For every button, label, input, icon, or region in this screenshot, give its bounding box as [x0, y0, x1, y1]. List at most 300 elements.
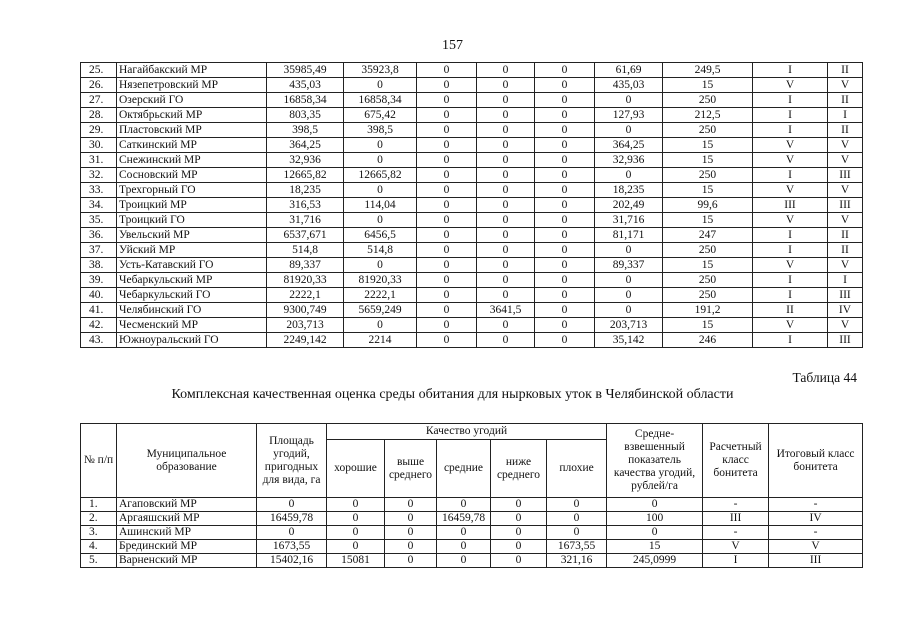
municipality-name: Нязепетровский МР	[117, 78, 267, 93]
table-cell: 0	[344, 318, 417, 333]
table-cell: 246	[663, 333, 753, 348]
table-cell: I	[753, 168, 828, 183]
municipality-name: Варненский МР	[117, 554, 257, 568]
header-num: № п/п	[81, 424, 117, 498]
table-cell: V	[828, 213, 863, 228]
table-row	[81, 526, 863, 540]
table-cell: 0	[535, 303, 595, 318]
row-number: 40.	[81, 288, 117, 303]
table-cell: 35923,8	[344, 63, 417, 78]
table-cell: 247	[663, 228, 753, 243]
table-cell: 0	[477, 213, 535, 228]
table-cell: 0	[477, 78, 535, 93]
row-number: 36.	[81, 228, 117, 243]
row-number: 5.	[81, 554, 117, 568]
table-cell: 0	[344, 258, 417, 273]
row-number: 26.	[81, 78, 117, 93]
table-cell: 0	[437, 526, 491, 540]
table-cell: 0	[535, 333, 595, 348]
table-cell: 0	[491, 512, 547, 526]
table-cell: 675,42	[344, 108, 417, 123]
table-row	[81, 213, 863, 228]
table-cell: 6456,5	[344, 228, 417, 243]
table-cell: V	[753, 153, 828, 168]
table-cell: V	[753, 213, 828, 228]
table-cell: 0	[417, 228, 477, 243]
table-cell: 435,03	[267, 78, 344, 93]
table-cell: 0	[477, 138, 535, 153]
table-cell: 0	[417, 78, 477, 93]
table-cell: 0	[607, 526, 703, 540]
table-cell: 250	[663, 243, 753, 258]
header-final-class: Итоговый класс бонитета	[769, 424, 863, 498]
table-cell: 0	[607, 498, 703, 512]
header-good: хорошие	[327, 440, 385, 498]
row-number: 39.	[81, 273, 117, 288]
table-cell: 0	[477, 123, 535, 138]
header-area: Площадь угодий, пригодных для вида, га	[257, 424, 327, 498]
table-cell: 15081	[327, 554, 385, 568]
table-cell: 15	[663, 78, 753, 93]
row-number: 42.	[81, 318, 117, 333]
table-row	[81, 198, 863, 213]
table-cell: 0	[417, 243, 477, 258]
municipality-name: Агаповский МР	[117, 498, 257, 512]
municipality-name: Саткинский МР	[117, 138, 267, 153]
table-cell: 31,716	[267, 213, 344, 228]
table-cell: I	[753, 273, 828, 288]
table-cell: 364,25	[267, 138, 344, 153]
table-row	[81, 288, 863, 303]
table-cell: 0	[344, 78, 417, 93]
table-cell: 0	[535, 243, 595, 258]
table-cell: 249,5	[663, 63, 753, 78]
table-cell: 203,713	[267, 318, 344, 333]
table-cell: 245,0999	[607, 554, 703, 568]
table-cell: II	[828, 123, 863, 138]
table-44	[80, 423, 863, 568]
table-cell: I	[753, 123, 828, 138]
table-cell: 15	[607, 540, 703, 554]
header-municipality: Муниципальное образование	[117, 424, 257, 498]
table-cell: I	[753, 63, 828, 78]
table-title: Комплексная качественная оценка среды обитания для нырковых уток в Челябинской области	[171, 387, 734, 402]
table-cell: 0	[417, 168, 477, 183]
table-cell: III	[769, 554, 863, 568]
table-cell: 398,5	[344, 123, 417, 138]
table-cell: 16459,78	[437, 512, 491, 526]
table-cell: 0	[535, 288, 595, 303]
table-cell: III	[703, 512, 769, 526]
table-cell: 0	[547, 512, 607, 526]
table-cell: 15402,16	[257, 554, 327, 568]
table-cell: 0	[437, 498, 491, 512]
table-cell: 12665,82	[344, 168, 417, 183]
row-number: 32.	[81, 168, 117, 183]
table-cell: I	[828, 273, 863, 288]
row-number: 29.	[81, 123, 117, 138]
table-cell: 0	[417, 333, 477, 348]
table-row	[81, 258, 863, 273]
table-cell: 0	[344, 183, 417, 198]
table-cell: -	[769, 526, 863, 540]
table-cell: I	[703, 554, 769, 568]
table-cell: 0	[437, 554, 491, 568]
table-cell: 0	[385, 526, 437, 540]
table-cell: 514,8	[344, 243, 417, 258]
table-cell: 0	[535, 63, 595, 78]
table-cell: 364,25	[595, 138, 663, 153]
table-cell: II	[828, 63, 863, 78]
table-cell: 35985,49	[267, 63, 344, 78]
table-cell: 100	[607, 512, 703, 526]
table-cell: V	[828, 138, 863, 153]
table-cell: III	[828, 288, 863, 303]
municipality-name: Октябрьский МР	[117, 108, 267, 123]
table-row	[81, 228, 863, 243]
table-cell: 0	[477, 183, 535, 198]
table-cell: 89,337	[267, 258, 344, 273]
table-cell: -	[769, 498, 863, 512]
table-cell: 514,8	[267, 243, 344, 258]
table-cell: V	[753, 78, 828, 93]
table-cell: 0	[417, 63, 477, 78]
table-cell: 18,235	[595, 183, 663, 198]
table-cell: V	[753, 318, 828, 333]
table-row	[81, 554, 863, 568]
table-cell: 61,69	[595, 63, 663, 78]
table-cell: 0	[595, 93, 663, 108]
table-cell: II	[828, 243, 863, 258]
table-cell: 0	[491, 526, 547, 540]
municipality-name: Брединский МР	[117, 540, 257, 554]
table-cell: III	[828, 198, 863, 213]
table-cell: 0	[417, 318, 477, 333]
table-row	[81, 512, 863, 526]
table-cell: 0	[344, 153, 417, 168]
table-cell: 0	[535, 153, 595, 168]
table-cell: 9300,749	[267, 303, 344, 318]
table-cell: 12665,82	[267, 168, 344, 183]
municipality-name: Чебаркульский МР	[117, 273, 267, 288]
table-cell: 81920,33	[344, 273, 417, 288]
table-cell: 0	[535, 183, 595, 198]
table-cell: 0	[327, 526, 385, 540]
row-number: 30.	[81, 138, 117, 153]
table-cell: I	[828, 108, 863, 123]
header-poor: плохие	[547, 440, 607, 498]
row-number: 3.	[81, 526, 117, 540]
table-cell: 0	[385, 540, 437, 554]
table-cell: I	[753, 288, 828, 303]
table-row	[81, 183, 863, 198]
municipality-name: Троицкий МР	[117, 198, 267, 213]
municipality-name: Аргаяшский МР	[117, 512, 257, 526]
table-row	[81, 318, 863, 333]
table-row	[81, 138, 863, 153]
header-average: средние	[437, 440, 491, 498]
table-cell: V	[753, 183, 828, 198]
table-cell: 0	[327, 512, 385, 526]
table-cell: 15	[663, 153, 753, 168]
municipality-name: Сосновский МР	[117, 168, 267, 183]
table-cell: IV	[769, 512, 863, 526]
table-cell: 15	[663, 183, 753, 198]
table-cell: 2222,1	[344, 288, 417, 303]
table-cell: 114,04	[344, 198, 417, 213]
header-below-average: ниже среднего	[491, 440, 547, 498]
table-cell: 250	[663, 123, 753, 138]
table-cell: 0	[477, 93, 535, 108]
table-cell: 0	[477, 243, 535, 258]
table-cell: 6537,671	[267, 228, 344, 243]
row-number: 34.	[81, 198, 117, 213]
table-cell: 0	[417, 198, 477, 213]
table-cell: 435,03	[595, 78, 663, 93]
row-number: 25.	[81, 63, 117, 78]
table-cell: 250	[663, 273, 753, 288]
table-cell: IV	[828, 303, 863, 318]
table-row	[81, 273, 863, 288]
table-cell: 0	[417, 288, 477, 303]
row-number: 35.	[81, 213, 117, 228]
table-cell: 0	[535, 93, 595, 108]
table-row	[81, 303, 863, 318]
table-cell: 0	[417, 123, 477, 138]
table-cell: 0	[477, 153, 535, 168]
row-number: 38.	[81, 258, 117, 273]
table-cell: 0	[477, 258, 535, 273]
table-cell: V	[753, 258, 828, 273]
table-cell: 0	[344, 138, 417, 153]
table-cell: 0	[595, 168, 663, 183]
table-cell: 0	[417, 183, 477, 198]
table-row	[81, 153, 863, 168]
table-row	[81, 243, 863, 258]
municipality-name: Троицкий ГО	[117, 213, 267, 228]
table-cell: 0	[417, 153, 477, 168]
table-cell: I	[753, 228, 828, 243]
table-cell: V	[828, 318, 863, 333]
table-number-label: Таблица 44	[792, 370, 857, 385]
table-cell: V	[828, 153, 863, 168]
table-cell: 0	[535, 273, 595, 288]
municipality-name: Южноуральский ГО	[117, 333, 267, 348]
table-cell: 0	[595, 273, 663, 288]
table-cell: 81920,33	[267, 273, 344, 288]
header-weighted: Средне-взвешенный показатель качества угодий, рублей/га	[607, 424, 703, 498]
table-cell: V	[828, 183, 863, 198]
table-cell: 81,171	[595, 228, 663, 243]
row-number: 41.	[81, 303, 117, 318]
municipality-name: Снежинский МР	[117, 153, 267, 168]
table-cell: I	[753, 243, 828, 258]
table-cell: 0	[595, 303, 663, 318]
table-cell: 15	[663, 258, 753, 273]
table-cell: 0	[535, 198, 595, 213]
table-cell: V	[753, 138, 828, 153]
table-cell: 89,337	[595, 258, 663, 273]
table-cell: III	[753, 198, 828, 213]
table-cell: -	[703, 498, 769, 512]
table-cell: 0	[344, 213, 417, 228]
table-cell: 18,235	[267, 183, 344, 198]
table-row	[81, 333, 863, 348]
table-cell: 0	[535, 168, 595, 183]
table-cell: 0	[257, 498, 327, 512]
table-cell: 32,936	[595, 153, 663, 168]
table-cell: 0	[491, 540, 547, 554]
table-cell: 0	[535, 123, 595, 138]
table-cell: 35,142	[595, 333, 663, 348]
table-cell: III	[828, 168, 863, 183]
page-number: 157	[442, 38, 463, 53]
table-cell: 0	[417, 93, 477, 108]
header-quality: Качество угодий	[327, 424, 607, 440]
municipality-name: Увельский МР	[117, 228, 267, 243]
table-cell: I	[753, 108, 828, 123]
table-row	[81, 78, 863, 93]
table-cell: 0	[535, 258, 595, 273]
table-cell: 15	[663, 213, 753, 228]
table-cell: 0	[477, 273, 535, 288]
table-cell: 1673,55	[547, 540, 607, 554]
table-cell: II	[753, 303, 828, 318]
table-cell: 2214	[344, 333, 417, 348]
table-cell: 0	[477, 108, 535, 123]
header-above-average: выше среднего	[385, 440, 437, 498]
municipality-name: Чебаркульский ГО	[117, 288, 267, 303]
table-cell: I	[753, 93, 828, 108]
table-cell: 0	[417, 273, 477, 288]
header-calc-class: Расчетный класс бонитета	[703, 424, 769, 498]
table-cell: 0	[535, 318, 595, 333]
municipality-name: Чесменский МР	[117, 318, 267, 333]
table-cell: 202,49	[595, 198, 663, 213]
table-cell: 250	[663, 168, 753, 183]
table-cell: 0	[417, 258, 477, 273]
row-number: 4.	[81, 540, 117, 554]
table-cell: 0	[477, 288, 535, 303]
table-cell: 16858,34	[344, 93, 417, 108]
table-cell: 0	[477, 318, 535, 333]
table-cell: III	[828, 333, 863, 348]
municipality-name: Озерский ГО	[117, 93, 267, 108]
row-number: 1.	[81, 498, 117, 512]
table-cell: 0	[327, 498, 385, 512]
table-cell: 0	[595, 288, 663, 303]
table-cell: 1673,55	[257, 540, 327, 554]
table-row	[81, 123, 863, 138]
table-cell: 31,716	[595, 213, 663, 228]
table-cell: 803,35	[267, 108, 344, 123]
table-cell: 0	[385, 512, 437, 526]
table-cell: 0	[327, 540, 385, 554]
table-row	[81, 63, 863, 78]
municipality-name: Челябинский ГО	[117, 303, 267, 318]
municipality-name: Усть-Катавский ГО	[117, 258, 267, 273]
table-cell: 15	[663, 138, 753, 153]
table-cell: 0	[547, 498, 607, 512]
table-cell: V	[828, 78, 863, 93]
row-number: 37.	[81, 243, 117, 258]
table-cell: 0	[257, 526, 327, 540]
table-cell: II	[828, 228, 863, 243]
row-number: 2.	[81, 512, 117, 526]
table-cell: 15	[663, 318, 753, 333]
table-cell: 398,5	[267, 123, 344, 138]
table-cell: 316,53	[267, 198, 344, 213]
table-cell: 0	[535, 108, 595, 123]
table-cell: V	[769, 540, 863, 554]
table-cell: 0	[535, 213, 595, 228]
table-cell: 0	[535, 78, 595, 93]
table-row	[81, 108, 863, 123]
row-number: 27.	[81, 93, 117, 108]
table-cell: 0	[477, 63, 535, 78]
row-number: 28.	[81, 108, 117, 123]
table-cell: 191,2	[663, 303, 753, 318]
table-cell: II	[828, 93, 863, 108]
table-cell: 99,6	[663, 198, 753, 213]
table-cell: 0	[477, 333, 535, 348]
table-cell: 127,93	[595, 108, 663, 123]
table-cell: 0	[417, 303, 477, 318]
row-number: 31.	[81, 153, 117, 168]
table-cell: 0	[547, 526, 607, 540]
table-cell: 5659,249	[344, 303, 417, 318]
table-cell: 16459,78	[257, 512, 327, 526]
municipality-name: Ашинский МР	[117, 526, 257, 540]
table-cell: 32,936	[267, 153, 344, 168]
table-cell: 0	[417, 213, 477, 228]
table-cell: 0	[595, 243, 663, 258]
table-cell: 0	[385, 554, 437, 568]
table-cell: 0	[535, 138, 595, 153]
table-row	[81, 540, 863, 554]
table-cell: 2249,142	[267, 333, 344, 348]
table-cell: 0	[491, 554, 547, 568]
table-cell: 0	[417, 108, 477, 123]
table-cell: 0	[535, 228, 595, 243]
table-cell: I	[753, 333, 828, 348]
municipality-name: Уйский МР	[117, 243, 267, 258]
table-cell: 203,713	[595, 318, 663, 333]
table-row	[81, 93, 863, 108]
municipality-name: Пластовский МР	[117, 123, 267, 138]
table-continuation	[80, 62, 863, 348]
table-cell: 250	[663, 93, 753, 108]
table-cell: V	[703, 540, 769, 554]
table-cell: 0	[385, 498, 437, 512]
table-cell: 0	[437, 540, 491, 554]
table-cell: 250	[663, 288, 753, 303]
table-cell: 321,16	[547, 554, 607, 568]
table-cell: 0	[477, 228, 535, 243]
table-cell: 212,5	[663, 108, 753, 123]
row-number: 43.	[81, 333, 117, 348]
table-cell: 0	[491, 498, 547, 512]
row-number: 33.	[81, 183, 117, 198]
table-cell: 0	[477, 168, 535, 183]
table-cell: 0	[477, 198, 535, 213]
table-cell: -	[703, 526, 769, 540]
table-cell: 0	[417, 138, 477, 153]
table-cell: 2222,1	[267, 288, 344, 303]
municipality-name: Нагайбакский МР	[117, 63, 267, 78]
table-row	[81, 498, 863, 512]
table-cell: 3641,5	[477, 303, 535, 318]
